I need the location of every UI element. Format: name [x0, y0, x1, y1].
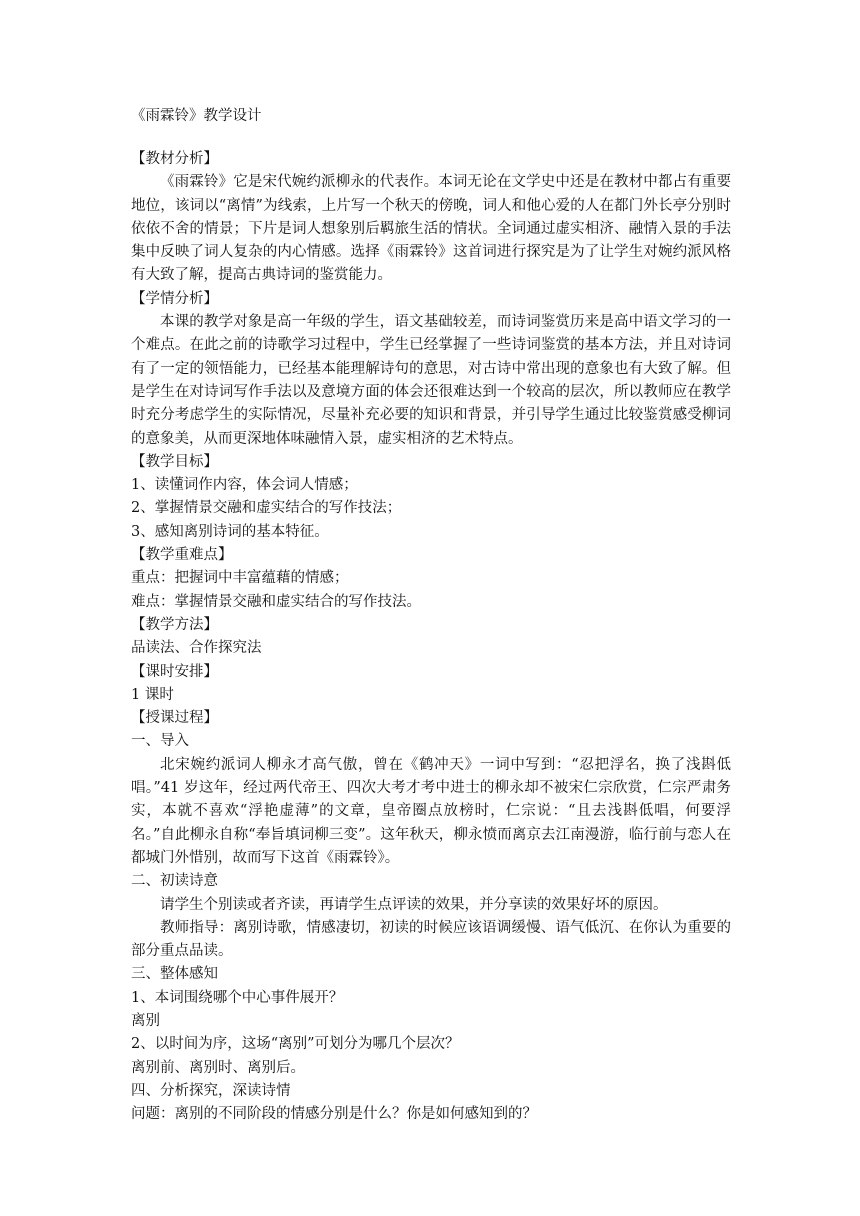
schedule-text: 1 课时 — [131, 686, 174, 703]
objective-item: 2、掌握情景交融和虚实结合的写作技法； — [131, 500, 402, 517]
analysis-question: 问题：离别的不同阶段的情感分别是什么？你是如何感知到的？ — [131, 1106, 537, 1123]
section-heading-process: 【授课过程】 — [131, 710, 218, 727]
key-point-difficulty: 难点：掌握情景交融和虚实结合的写作技法。 — [131, 593, 421, 610]
key-point-focus: 重点：把握词中丰富蕴藉的情感； — [131, 570, 349, 587]
paragraph-student-analysis: 本课的教学对象是高一年级的学生，语文基础较差，而诗词鉴赏历来是高中语文学习的一个难点。在此之前的诗歌学习过程中，学生已经掌握了一些诗词鉴赏的基本方法，并且对诗词有了一定的领悟能力，已经基本能理解诗句的意思，对古诗中常出现的意象也有大致了解。但是学生在对诗词写作手法以及意境方面的体会还很难达到一个较高的层次，所以教师应在教学时充分考虑学生的实际情况，尽量补充必要的知识和背景，并引导学生通过比较鉴赏感受柳词的意象美，从而更深地体味融情入景，虚实相济的艺术特点。 — [131, 314, 731, 447]
subheading-overall: 三、整体感知 — [131, 966, 218, 983]
question-2: 2、以时间为序，这场“离别”可划分为哪几个层次？ — [131, 1036, 460, 1053]
subheading-analysis: 四、分析探究，深读诗情 — [131, 1082, 291, 1099]
answer-1: 离别 — [131, 1012, 160, 1029]
subheading-first-reading: 二、初读诗意 — [131, 873, 218, 890]
section-heading-methods: 【教学方法】 — [131, 616, 218, 633]
section-heading-textbook-analysis: 【教材分析】 — [131, 151, 218, 167]
question-1: 1、本词围绕哪个中心事件展开？ — [131, 989, 344, 1006]
section-heading-student-analysis: 【学情分析】 — [131, 290, 218, 307]
document-body — [131, 148, 731, 1126]
paragraph-intro: 北宋婉约派词人柳永才高气傲，曾在《鹤冲天》一词中写到：“忍把浮名，换了浅斟低唱。”41 岁这年，经过两代帝王、四次大考才考中进士的柳永却不被宋仁宗欣赏，仁宗严肃务实，本就不喜欢“浮艳虚薄”的文章，皇帝圈点放榜时，仁宗说：“且去浅斟低唱，何要浮名。”自此柳永自称“奉旨填词柳三变”。这年秋天，柳永愤而离京去江南漫游，临行前与恋人在都城门外惜别，故而写下这首《雨霖铃》。 — [131, 756, 731, 866]
objective-item: 1、读懂词作内容，体会词人情感； — [131, 477, 358, 494]
methods-text: 品读法、合作探究法 — [131, 640, 262, 657]
paragraph-first-reading: 请学生个别读或者齐读，再请学生点评读的效果，并分享读的效果好坏的原因。 — [160, 896, 668, 913]
section-heading-objectives: 【教学目标】 — [131, 453, 218, 470]
document-title: 《雨霖铃》教学设计 — [131, 108, 262, 124]
paragraph-textbook-analysis: 《雨霖铃》它是宋代婉约派柳永的代表作。本词无论在文学史中还是在教材中都占有重要地位，该词以“离情”为线索，上片写一个秋天的傍晚，词人和他心爱的人在都门外长亭分别时依依不舍的情景；下片是词人想象别后羁旅生活的情状。全词通过虚实相济、融情入景的手法集中反映了词人复杂的内心情感。选择《雨霖铃》这首词进行探究是为了让学生对婉约派风格有大致了解，提高古典诗词的鉴赏能力。 — [131, 174, 731, 284]
paragraph-teacher-guidance: 教师指导：离别诗歌，情感凄切，初读的时候应该语调缓慢、语气低沉、在你认为重要的部分重点品读。 — [131, 919, 731, 960]
subheading-intro: 一、导入 — [131, 733, 189, 750]
answer-2: 离别前、离别时、离别后。 — [131, 1059, 305, 1076]
section-heading-schedule: 【课时安排】 — [131, 663, 218, 680]
section-heading-key-points: 【教学重难点】 — [131, 547, 233, 564]
objective-item: 3、感知离别诗词的基本特征。 — [131, 523, 329, 540]
